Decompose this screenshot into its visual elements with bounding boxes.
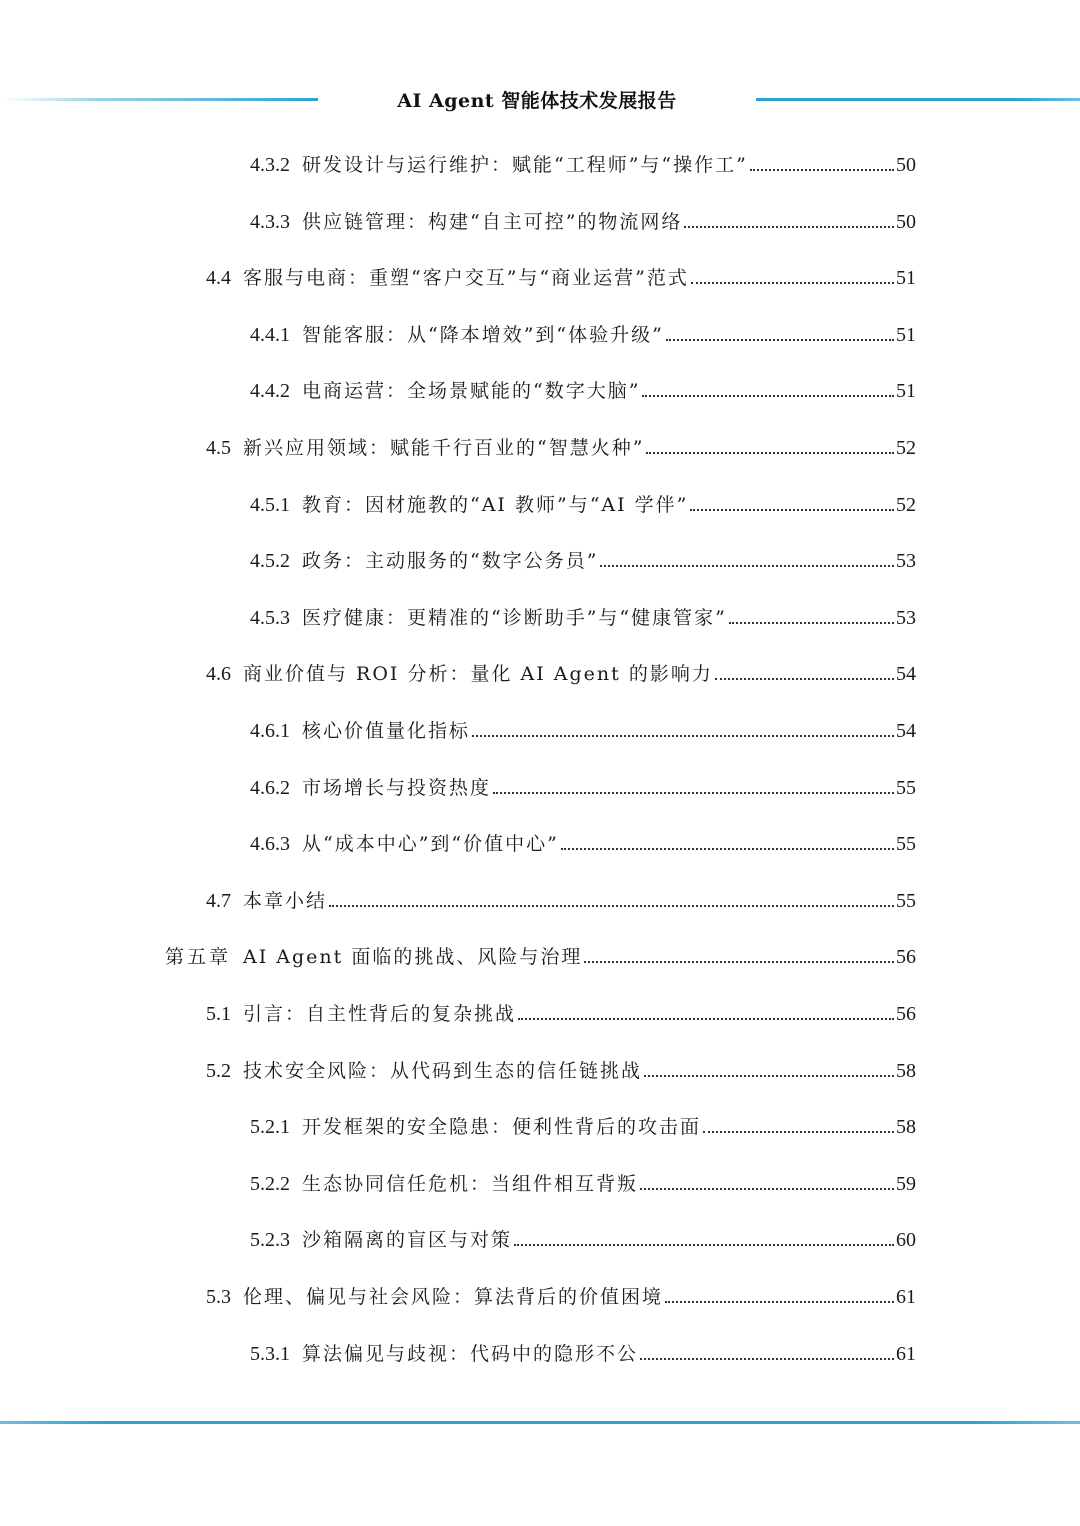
toc-leader-dots bbox=[472, 735, 894, 737]
toc-entry-number: 4.6.1 bbox=[250, 720, 290, 742]
toc-entry-number: 5.1 bbox=[206, 1003, 231, 1025]
toc-entry-number: 5.3 bbox=[206, 1286, 231, 1308]
toc-entry-number: 5.2.3 bbox=[250, 1229, 290, 1252]
header-rule-right bbox=[756, 98, 1080, 101]
toc-entry-title: 商业价值与 ROI 分析：量化 AI Agent 的影响力 bbox=[243, 663, 713, 686]
toc-entry[interactable] bbox=[250, 706, 916, 744]
toc-leader-dots bbox=[642, 395, 894, 397]
toc-entry-page: 53 bbox=[896, 606, 916, 629]
toc-leader-dots bbox=[729, 622, 894, 624]
toc-entry-title: 本章小结 bbox=[243, 889, 328, 912]
toc-entry-title: 算法偏见与歧视：代码中的隐形不公 bbox=[302, 1342, 639, 1365]
toc-leader-dots bbox=[666, 339, 894, 341]
toc-entry[interactable] bbox=[206, 649, 916, 687]
toc-entry-page: 61 bbox=[896, 1342, 916, 1365]
toc-entry-number: 5.2 bbox=[206, 1059, 231, 1082]
toc-entry[interactable] bbox=[206, 253, 916, 291]
toc-entry-title: 引言：自主性背后的复杂挑战 bbox=[243, 1003, 517, 1025]
toc-entry-number: 4.4 bbox=[206, 267, 231, 290]
toc-entry[interactable] bbox=[206, 1046, 916, 1084]
toc-entry[interactable] bbox=[250, 197, 916, 235]
toc-entry-number: 4.4.1 bbox=[250, 323, 290, 346]
toc-leader-dots bbox=[493, 792, 894, 794]
toc-entry[interactable] bbox=[250, 1329, 916, 1367]
page-header bbox=[0, 84, 1080, 118]
toc-entry-page: 55 bbox=[896, 889, 916, 912]
toc-entry-title: 政务：主动服务的“数字公务员” bbox=[302, 550, 599, 573]
toc-entry[interactable] bbox=[250, 1215, 916, 1253]
toc-entry-title: AI Agent 面临的挑战、风险与治理 bbox=[243, 946, 583, 969]
toc-entry-title: 沙箱隔离的盲区与对策 bbox=[302, 1229, 513, 1252]
toc-leader-dots bbox=[600, 565, 894, 567]
toc-entry-page: 61 bbox=[896, 1286, 916, 1308]
toc-leader-dots bbox=[584, 961, 894, 963]
toc-entry[interactable] bbox=[250, 310, 916, 348]
toc-leader-dots bbox=[703, 1131, 894, 1133]
toc-entry-page: 51 bbox=[896, 267, 916, 290]
toc-leader-dots bbox=[665, 1301, 894, 1303]
toc-entry-page: 51 bbox=[896, 323, 916, 346]
toc-leader-dots bbox=[514, 1244, 894, 1246]
toc-entry-title: 新兴应用领域：赋能千行百业的“智慧火种” bbox=[243, 437, 645, 459]
toc-entry-page: 58 bbox=[896, 1059, 916, 1082]
toc-entry-number: 5.2.1 bbox=[250, 1116, 290, 1139]
toc-entry-page: 54 bbox=[896, 720, 916, 742]
toc-entry-title: 生态协同信任危机：当组件相互背叛 bbox=[302, 1172, 639, 1195]
toc-leader-dots bbox=[644, 1075, 894, 1077]
toc-entry[interactable] bbox=[250, 763, 916, 801]
toc-entry[interactable] bbox=[250, 1102, 916, 1140]
toc-entry-title: 市场增长与投资热度 bbox=[302, 776, 492, 799]
toc-leader-dots bbox=[640, 1358, 894, 1360]
toc-entry-number: 4.5.3 bbox=[250, 606, 290, 629]
toc-entry-number: 4.6.3 bbox=[250, 833, 290, 856]
footer-rule bbox=[0, 1421, 1080, 1424]
toc-entry-number: 4.7 bbox=[206, 889, 231, 912]
toc-entry-title: 从“成本中心”到“价值中心” bbox=[302, 833, 559, 856]
toc-entry-number: 4.5.2 bbox=[250, 550, 290, 573]
toc-leader-dots bbox=[646, 452, 894, 454]
toc-entry-number: 第五章 bbox=[165, 946, 232, 969]
toc-entry[interactable] bbox=[165, 932, 916, 970]
toc-entry-number: 4.6.2 bbox=[250, 776, 290, 799]
toc-entry-number: 4.3.2 bbox=[250, 154, 290, 176]
toc-leader-dots bbox=[750, 169, 894, 171]
toc-entry-page: 55 bbox=[896, 776, 916, 799]
toc-entry[interactable] bbox=[250, 819, 916, 857]
toc-entry-title: 医疗健康：更精准的“诊断助手”与“健康管家” bbox=[302, 606, 727, 629]
toc-entry-title: 客服与电商：重塑“客户交互”与“商业运营”范式 bbox=[243, 267, 689, 290]
toc-entry[interactable] bbox=[250, 593, 916, 631]
toc-entry[interactable] bbox=[250, 1159, 916, 1197]
toc-entry[interactable] bbox=[250, 536, 916, 574]
toc-entry[interactable] bbox=[250, 480, 916, 518]
toc-entry-title: 教育：因材施教的“AI 教师”与“AI 学伴” bbox=[302, 493, 689, 516]
toc-leader-dots bbox=[329, 905, 894, 907]
toc-leader-dots bbox=[684, 226, 894, 228]
toc-entry-page: 52 bbox=[896, 437, 916, 459]
toc-entry-page: 55 bbox=[896, 833, 916, 856]
toc-leader-dots bbox=[518, 1018, 894, 1020]
toc-entry-number: 4.4.2 bbox=[250, 380, 290, 403]
toc-entry[interactable] bbox=[250, 140, 916, 178]
toc-entry-page: 60 bbox=[896, 1229, 916, 1252]
toc-entry[interactable] bbox=[206, 423, 916, 461]
toc-leader-dots bbox=[691, 282, 894, 284]
page-title: AI Agent 智能体技术发展报告 bbox=[397, 90, 677, 112]
toc-leader-dots bbox=[561, 848, 894, 850]
toc-entry-title: 供应链管理：构建“自主可控”的物流网络 bbox=[302, 210, 683, 233]
toc-entry[interactable] bbox=[206, 876, 916, 914]
toc-entry-title: 技术安全风险：从代码到生态的信任链挑战 bbox=[243, 1059, 643, 1082]
toc-leader-dots bbox=[715, 678, 894, 680]
toc-entry-page: 59 bbox=[896, 1172, 916, 1195]
toc-entry[interactable] bbox=[206, 989, 916, 1027]
toc-entry[interactable] bbox=[250, 366, 916, 404]
toc-entry-number: 4.3.3 bbox=[250, 210, 290, 233]
toc-entry-page: 54 bbox=[896, 663, 916, 686]
toc-entry-number: 4.5 bbox=[206, 437, 231, 459]
toc-entry-number: 4.6 bbox=[206, 663, 231, 686]
toc-entry-title: 伦理、偏见与社会风险：算法背后的价值困境 bbox=[243, 1286, 664, 1308]
toc-entry-page: 50 bbox=[896, 210, 916, 233]
toc-entry-page: 52 bbox=[896, 493, 916, 516]
toc-entry-title: 智能客服：从“降本增效”到“体验升级” bbox=[302, 323, 664, 346]
toc-entry-page: 51 bbox=[896, 380, 916, 403]
toc-entry-page: 53 bbox=[896, 550, 916, 573]
toc-entry-title: 电商运营：全场景赋能的“数字大脑” bbox=[302, 380, 641, 403]
toc-entry-title: 核心价值量化指标 bbox=[302, 720, 471, 742]
toc-entry-number: 5.3.1 bbox=[250, 1342, 290, 1365]
toc-leader-dots bbox=[690, 509, 894, 511]
toc-entry-page: 58 bbox=[896, 1116, 916, 1139]
toc-entry-title: 开发框架的安全隐患：便利性背后的攻击面 bbox=[302, 1116, 702, 1139]
toc-entry[interactable] bbox=[206, 1272, 916, 1310]
toc-entry-number: 5.2.2 bbox=[250, 1172, 290, 1195]
toc-entry-page: 56 bbox=[896, 946, 916, 969]
toc-entry-page: 50 bbox=[896, 154, 916, 176]
header-rule-left bbox=[0, 98, 318, 101]
toc-entry-number: 4.5.1 bbox=[250, 493, 290, 516]
toc-entry-page: 56 bbox=[896, 1003, 916, 1025]
toc-entry-title: 研发设计与运行维护：赋能“工程师”与“操作工” bbox=[302, 154, 748, 176]
toc-leader-dots bbox=[640, 1188, 894, 1190]
